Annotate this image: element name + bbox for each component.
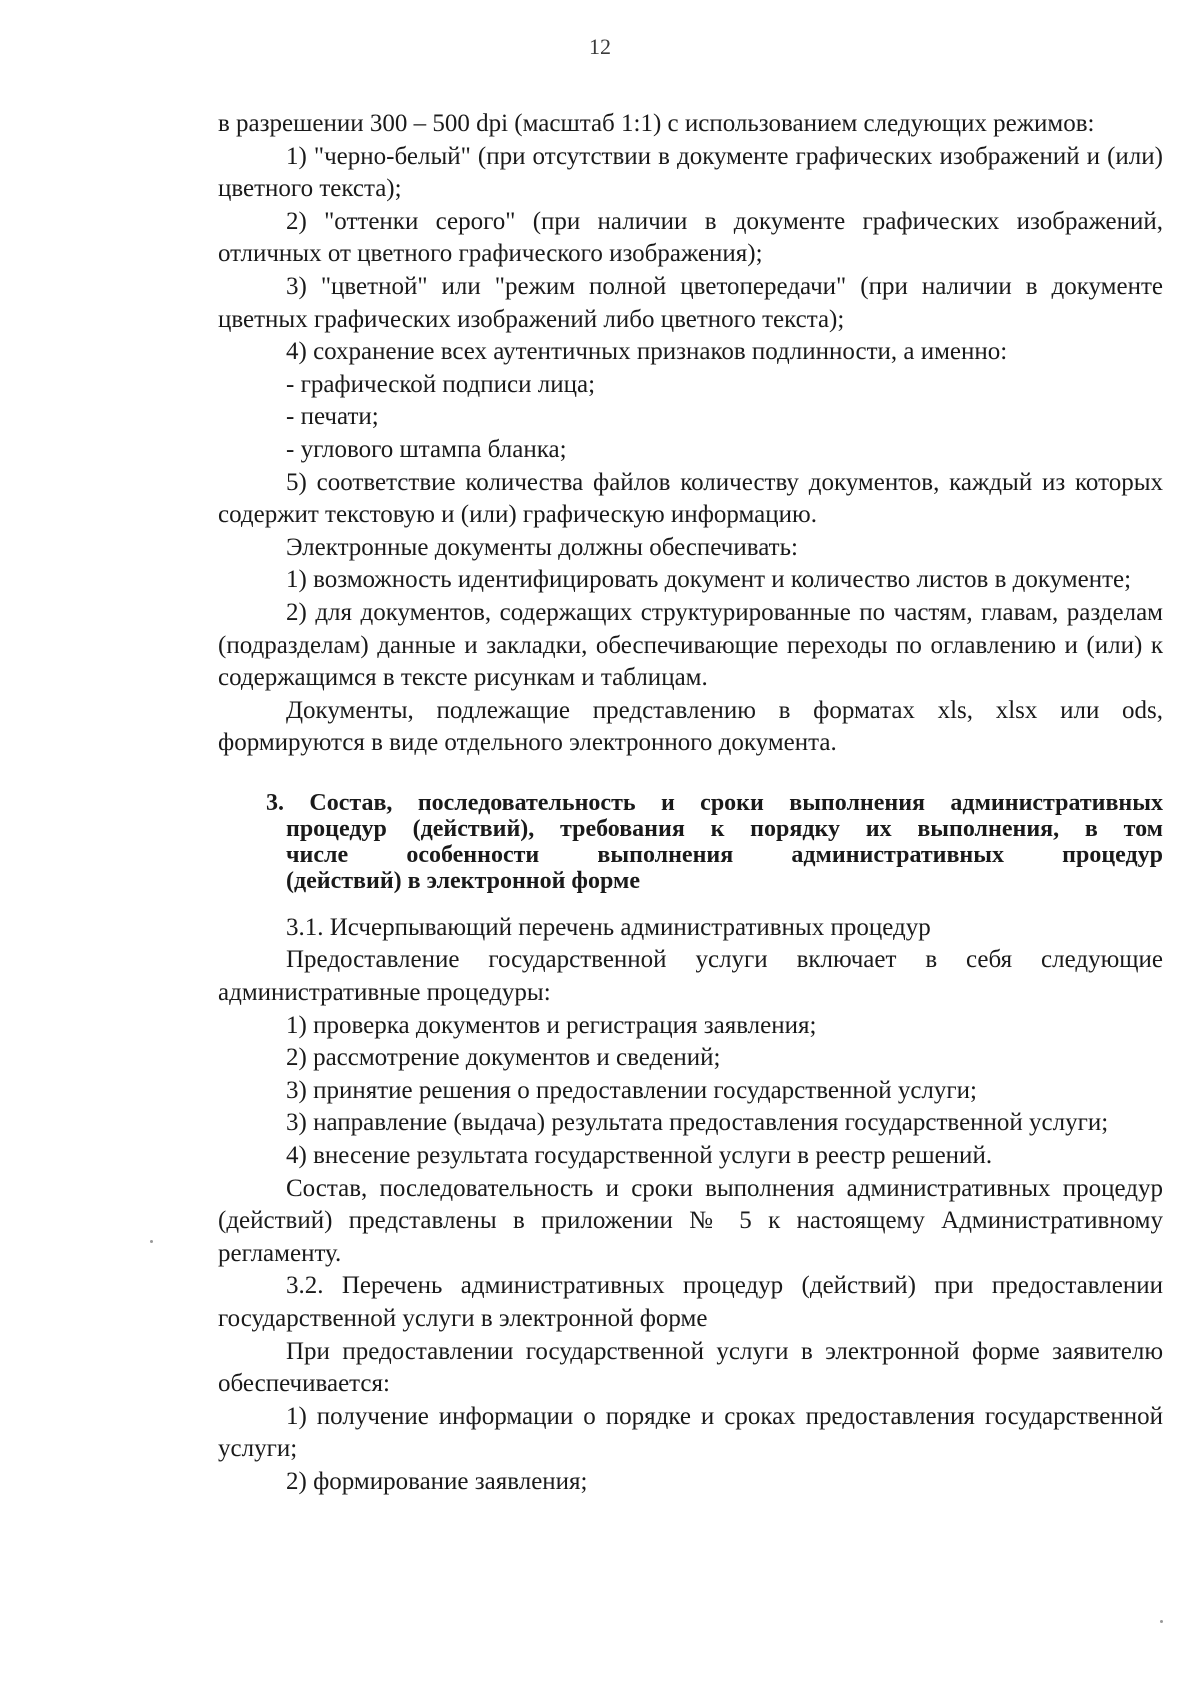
document-body [218,108,1163,1499]
section-heading-line: числе особенности выполнения административных процедур [286,841,1163,868]
section-heading-line: (действий) в электронной форме [286,867,641,894]
paragraph: При предоставлении государственной услуги в электронной форме заявителю обеспечивается: [218,1337,1163,1398]
section-heading [218,790,1163,894]
paragraph: 3) направление (выдача) результата предоставления государственной услуги; [286,1109,1109,1137]
paragraph: 2) "оттенки серого" (при наличии в документе графических изображений, отличных от цветного графического изображения); [218,207,1163,268]
paragraph: в разрешении 300 – 500 dpi (масштаб 1:1) с использованием следующих режимов: [218,110,1095,137]
paragraphs-after-section [218,912,1163,1499]
paragraph: 2) формирование заявления; [286,1467,588,1495]
scan-speck [1160,1620,1163,1623]
paragraph: 3) "цветной" или "режим полной цветопередачи" (при наличии в документе цветных графических изображений либо цветного текста); [218,272,1163,333]
paragraph: - углового штампа бланка; [286,435,567,463]
paragraph: Состав, последовательность и сроки выполнения административных процедур (действий) представлены в приложении № 5 к настоящему Административному регламенту. [218,1174,1163,1267]
paragraph: - графической подписи лица; [286,370,596,398]
paragraph: 3) принятие решения о предоставлении государственной услуги; [286,1076,977,1104]
paragraphs-before-section [218,108,1163,760]
section-heading-line: 3. Состав, последовательность и сроки выполнения административных [266,789,1163,816]
scan-speck [150,1240,153,1243]
paragraph: 3.2. Перечень административных процедур (действий) при предоставлении государственной услуги в электронной форме [218,1272,1163,1332]
page-number: 12 [589,34,611,59]
paragraph: 2) для документов, содержащих структурированные по частям, главам, разделам (подразделам) данные и закладки, обеспечивающие переходы по оглавлению и (или) к содержащимся в тексте рисункам и таблицам. [218,598,1163,692]
paragraph: 1) возможность идентифицировать документ и количество листов в документе; [286,566,1132,594]
paragraph: Предоставление государственной услуги включает в себя следующие административные процедуры: [218,946,1163,1007]
section-heading-line: процедур (действий), требования к порядку их выполнения, в том [286,815,1163,842]
paragraph: 3.1. Исчерпывающий перечень административных процедур [286,913,931,941]
paragraph: 1) проверка документов и регистрация заявления; [286,1011,817,1039]
paragraph: - печати; [286,403,379,431]
paragraph: Документы, подлежащие представлению в форматах xls, xlsx или ods, формируются в виде отдельного электронного документа. [218,696,1163,757]
paragraph: Электронные документы должны обеспечивать: [286,533,798,561]
paragraph: 2) рассмотрение документов и сведений; [286,1044,721,1072]
paragraph: 5) соответствие количества файлов количеству документов, каждый из которых содержит текстовую и (или) графическую информацию. [218,468,1163,529]
paragraph: 4) внесение результата государственной услуги в реестр решений. [286,1142,993,1170]
paragraph: 1) "черно-белый" (при отсутствии в документе графических изображений и (или) цветного текста); [218,142,1163,203]
paragraph: 4) сохранение всех аутентичных признаков подлинности, а именно: [286,338,1008,366]
paragraph: 1) получение информации о порядке и сроках предоставления государственной услуги; [218,1402,1163,1463]
